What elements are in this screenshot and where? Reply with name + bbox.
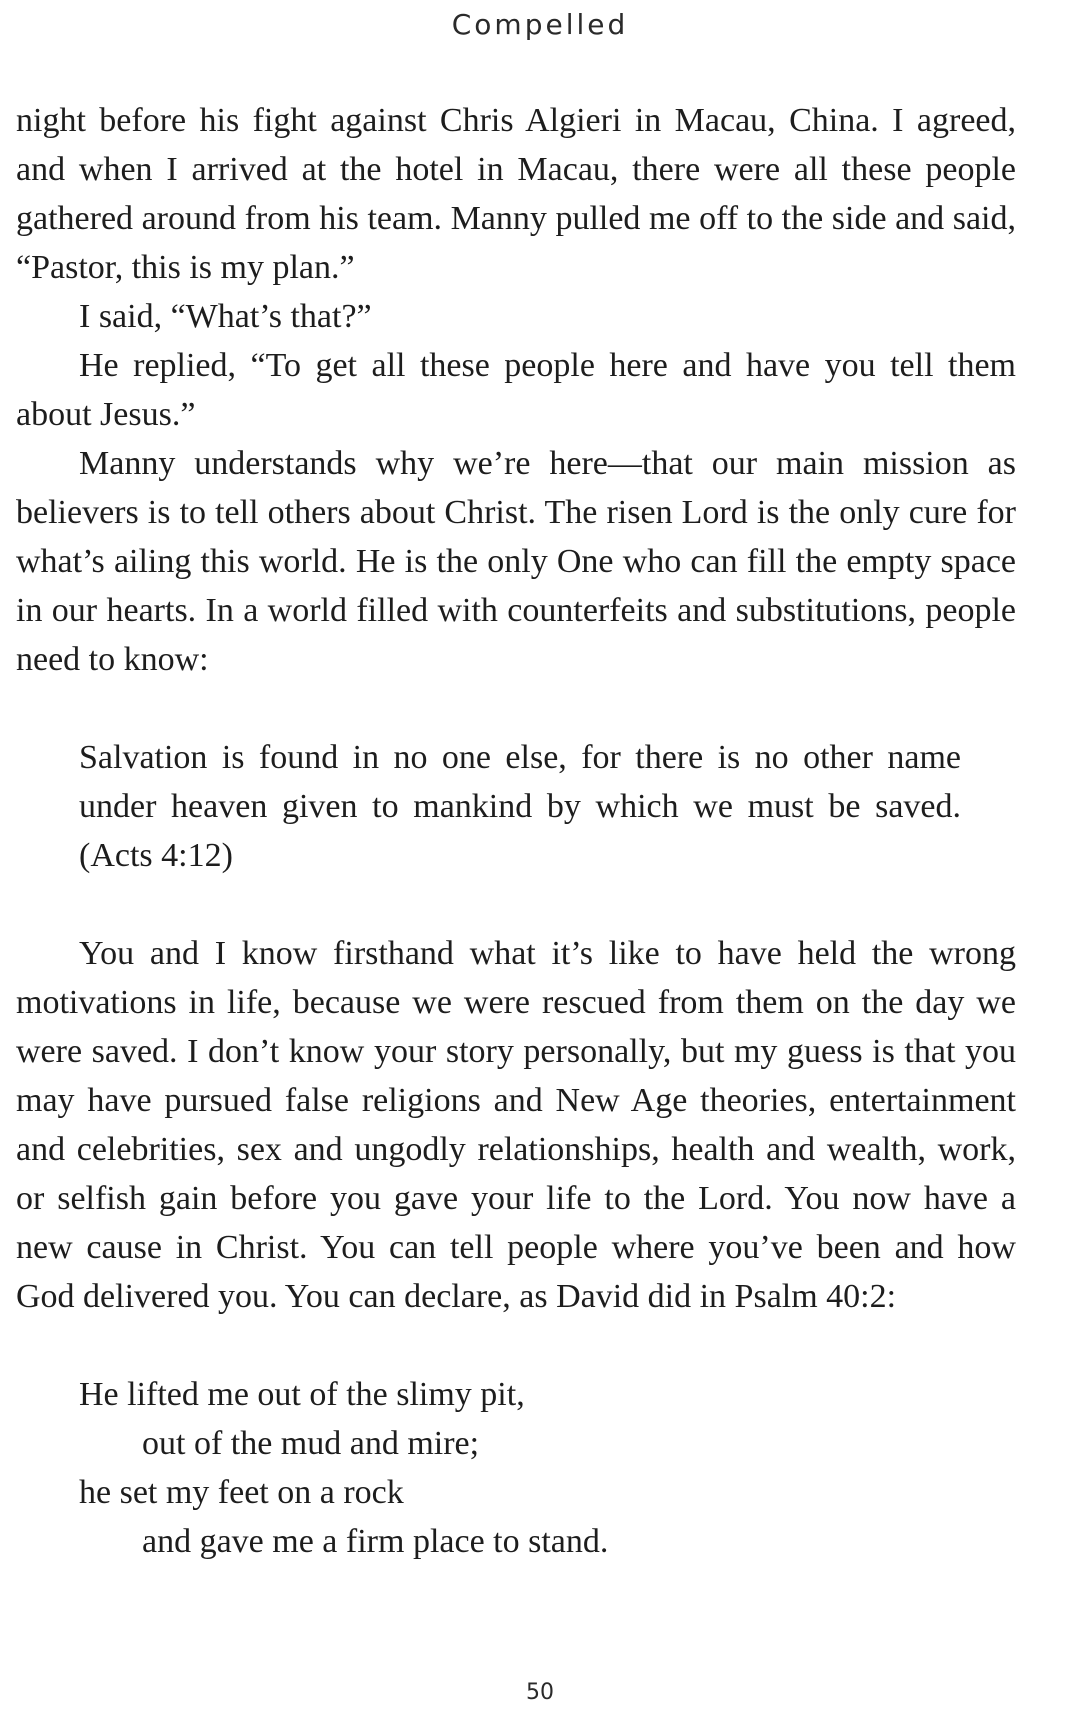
scripture-block-quote: Salvation is found in no one else, for there is no other name under heaven given to mankind by which we must be saved. (Acts 4:12) (79, 739, 961, 874)
paragraph-2: I said, “What’s that?” (79, 298, 372, 335)
page-body (16, 96, 1016, 1566)
paragraph-1: night before his fight against Chris Algieri in Macau, China. I agreed, and when I arrived at the hotel in Macau, there were all these people gathered around from his team. Manny pulled me off to the side and said, “Pastor, this is my plan.” (16, 102, 1016, 286)
psalm-line-3: he set my feet on a rock (79, 1474, 404, 1511)
psalm-line-1: He lifted me out of the slimy pit, (79, 1376, 525, 1413)
psalm-line-4: and gave me a firm place to stand. (142, 1523, 609, 1560)
psalm-line-2: out of the mud and mire; (142, 1425, 480, 1462)
paragraph-3: He replied, “To get all these people here and have you tell them about Jesus.” (16, 347, 1016, 433)
running-head-title: Compelled (451, 8, 629, 41)
paragraph-5: You and I know firsthand what it’s like to have held the wrong motivations in life, because we were rescued from them on the day we were saved. I don’t know your story personally, but my guess is that you may have pursued false religions and New Age theories, entertainment and celebrities, sex and ungodly relationships, health and wealth, work, or selfish gain before you gave your life to the Lord. You now have a new cause in Christ. You can tell people where you’ve been and how God delivered you. You can declare, as David did in Psalm 40:2: (16, 935, 1016, 1315)
paragraph-4: Manny understands why we’re here—that our main mission as believers is to tell others about Christ. The risen Lord is the only cure for what’s ailing this world. He is the only One who can fill the empty space in our hearts. In a world filled with counterfeits and substitutions, people need to know: (16, 445, 1016, 678)
psalm-quote (79, 1370, 1016, 1566)
page-number: 50 (526, 1680, 554, 1705)
